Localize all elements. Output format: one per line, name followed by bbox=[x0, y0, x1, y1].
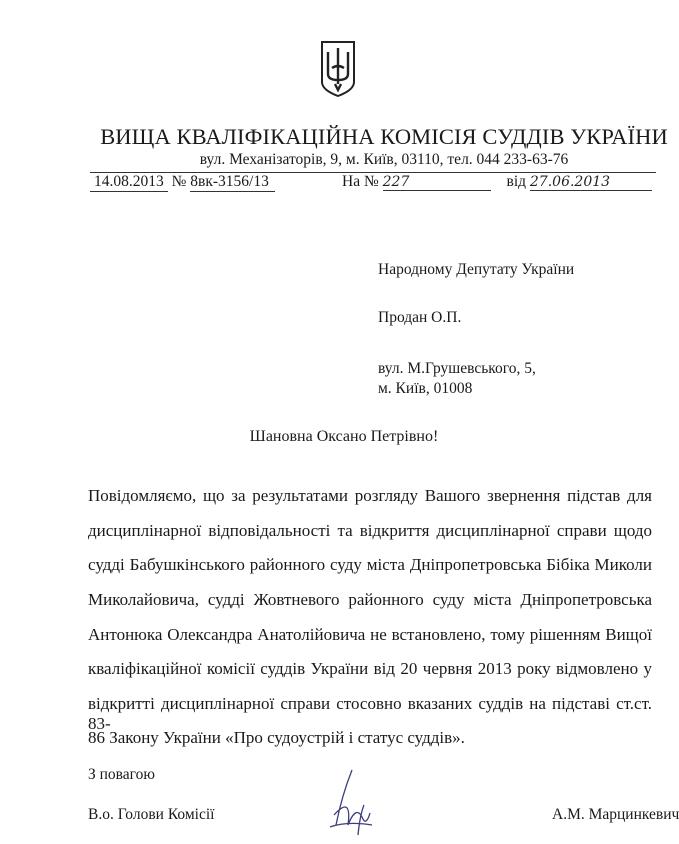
body-line: відкритті дисциплінарної справи стосовно вказаних суддів на підставі ст.ст. 83- bbox=[88, 694, 652, 733]
signer-name: А.М. Марцинкевич bbox=[552, 806, 679, 823]
recipient-name: Продан О.П. bbox=[378, 309, 462, 326]
body-line: дисциплінарної відповідальності та відкриття дисциплінарної справи щодо bbox=[88, 521, 652, 540]
body-line: Миколайовича, судді Жовтневого районного суду міста Дніпропетровська bbox=[88, 590, 652, 609]
organization-title: ВИЩА КВАЛІФІКАЦІЙНА КОМІСІЯ СУДДІВ УКРАЇНИ bbox=[100, 124, 668, 149]
recipient-title: Народному Депутату України bbox=[378, 261, 575, 278]
outgoing-number: 8вк-3156/13 bbox=[190, 173, 275, 192]
body-line: Антонюка Олександра Анатолійовича не встановлено, тому рішенням Вищої bbox=[88, 625, 652, 644]
recipient-city: м. Київ, 01008 bbox=[378, 380, 473, 397]
trident-emblem-icon bbox=[318, 38, 358, 98]
number-prefix: № bbox=[171, 173, 187, 190]
body-line: судді Бабушкінського районного суду міста Дніпропетровська Бібіка Миколи bbox=[88, 555, 652, 574]
closing-regards: З повагою bbox=[88, 766, 155, 783]
handwritten-signature-icon bbox=[312, 765, 392, 840]
outgoing-date: 14.08.2013 bbox=[90, 173, 168, 192]
recipient-street: вул. М.Грушевського, 5, bbox=[378, 360, 536, 377]
outgoing-registration bbox=[90, 173, 275, 192]
from-prefix: від bbox=[506, 173, 527, 190]
organization-address: вул. Механізаторів, 9, м. Київ, 03110, тел. 044 233-63-76 bbox=[199, 151, 569, 168]
reply-date: 27.06.2013 bbox=[530, 174, 652, 191]
reply-number: 227 bbox=[383, 174, 491, 191]
body-line: кваліфікаційної комісії суддів України від 20 червня 2013 року відмовлено у bbox=[88, 659, 652, 678]
reply-reference bbox=[342, 173, 652, 191]
body-line: Повідомляємо, що за результатами розгляду Вашого звернення підстав для bbox=[88, 486, 652, 505]
greeting: Шановна Оксано Петрівно! bbox=[249, 428, 439, 445]
body-line: 86 Закону України «Про судоустрій і статус суддів». bbox=[88, 728, 465, 747]
signer-position: В.о. Голови Комісії bbox=[88, 806, 215, 823]
reply-prefix: На № bbox=[342, 173, 379, 190]
